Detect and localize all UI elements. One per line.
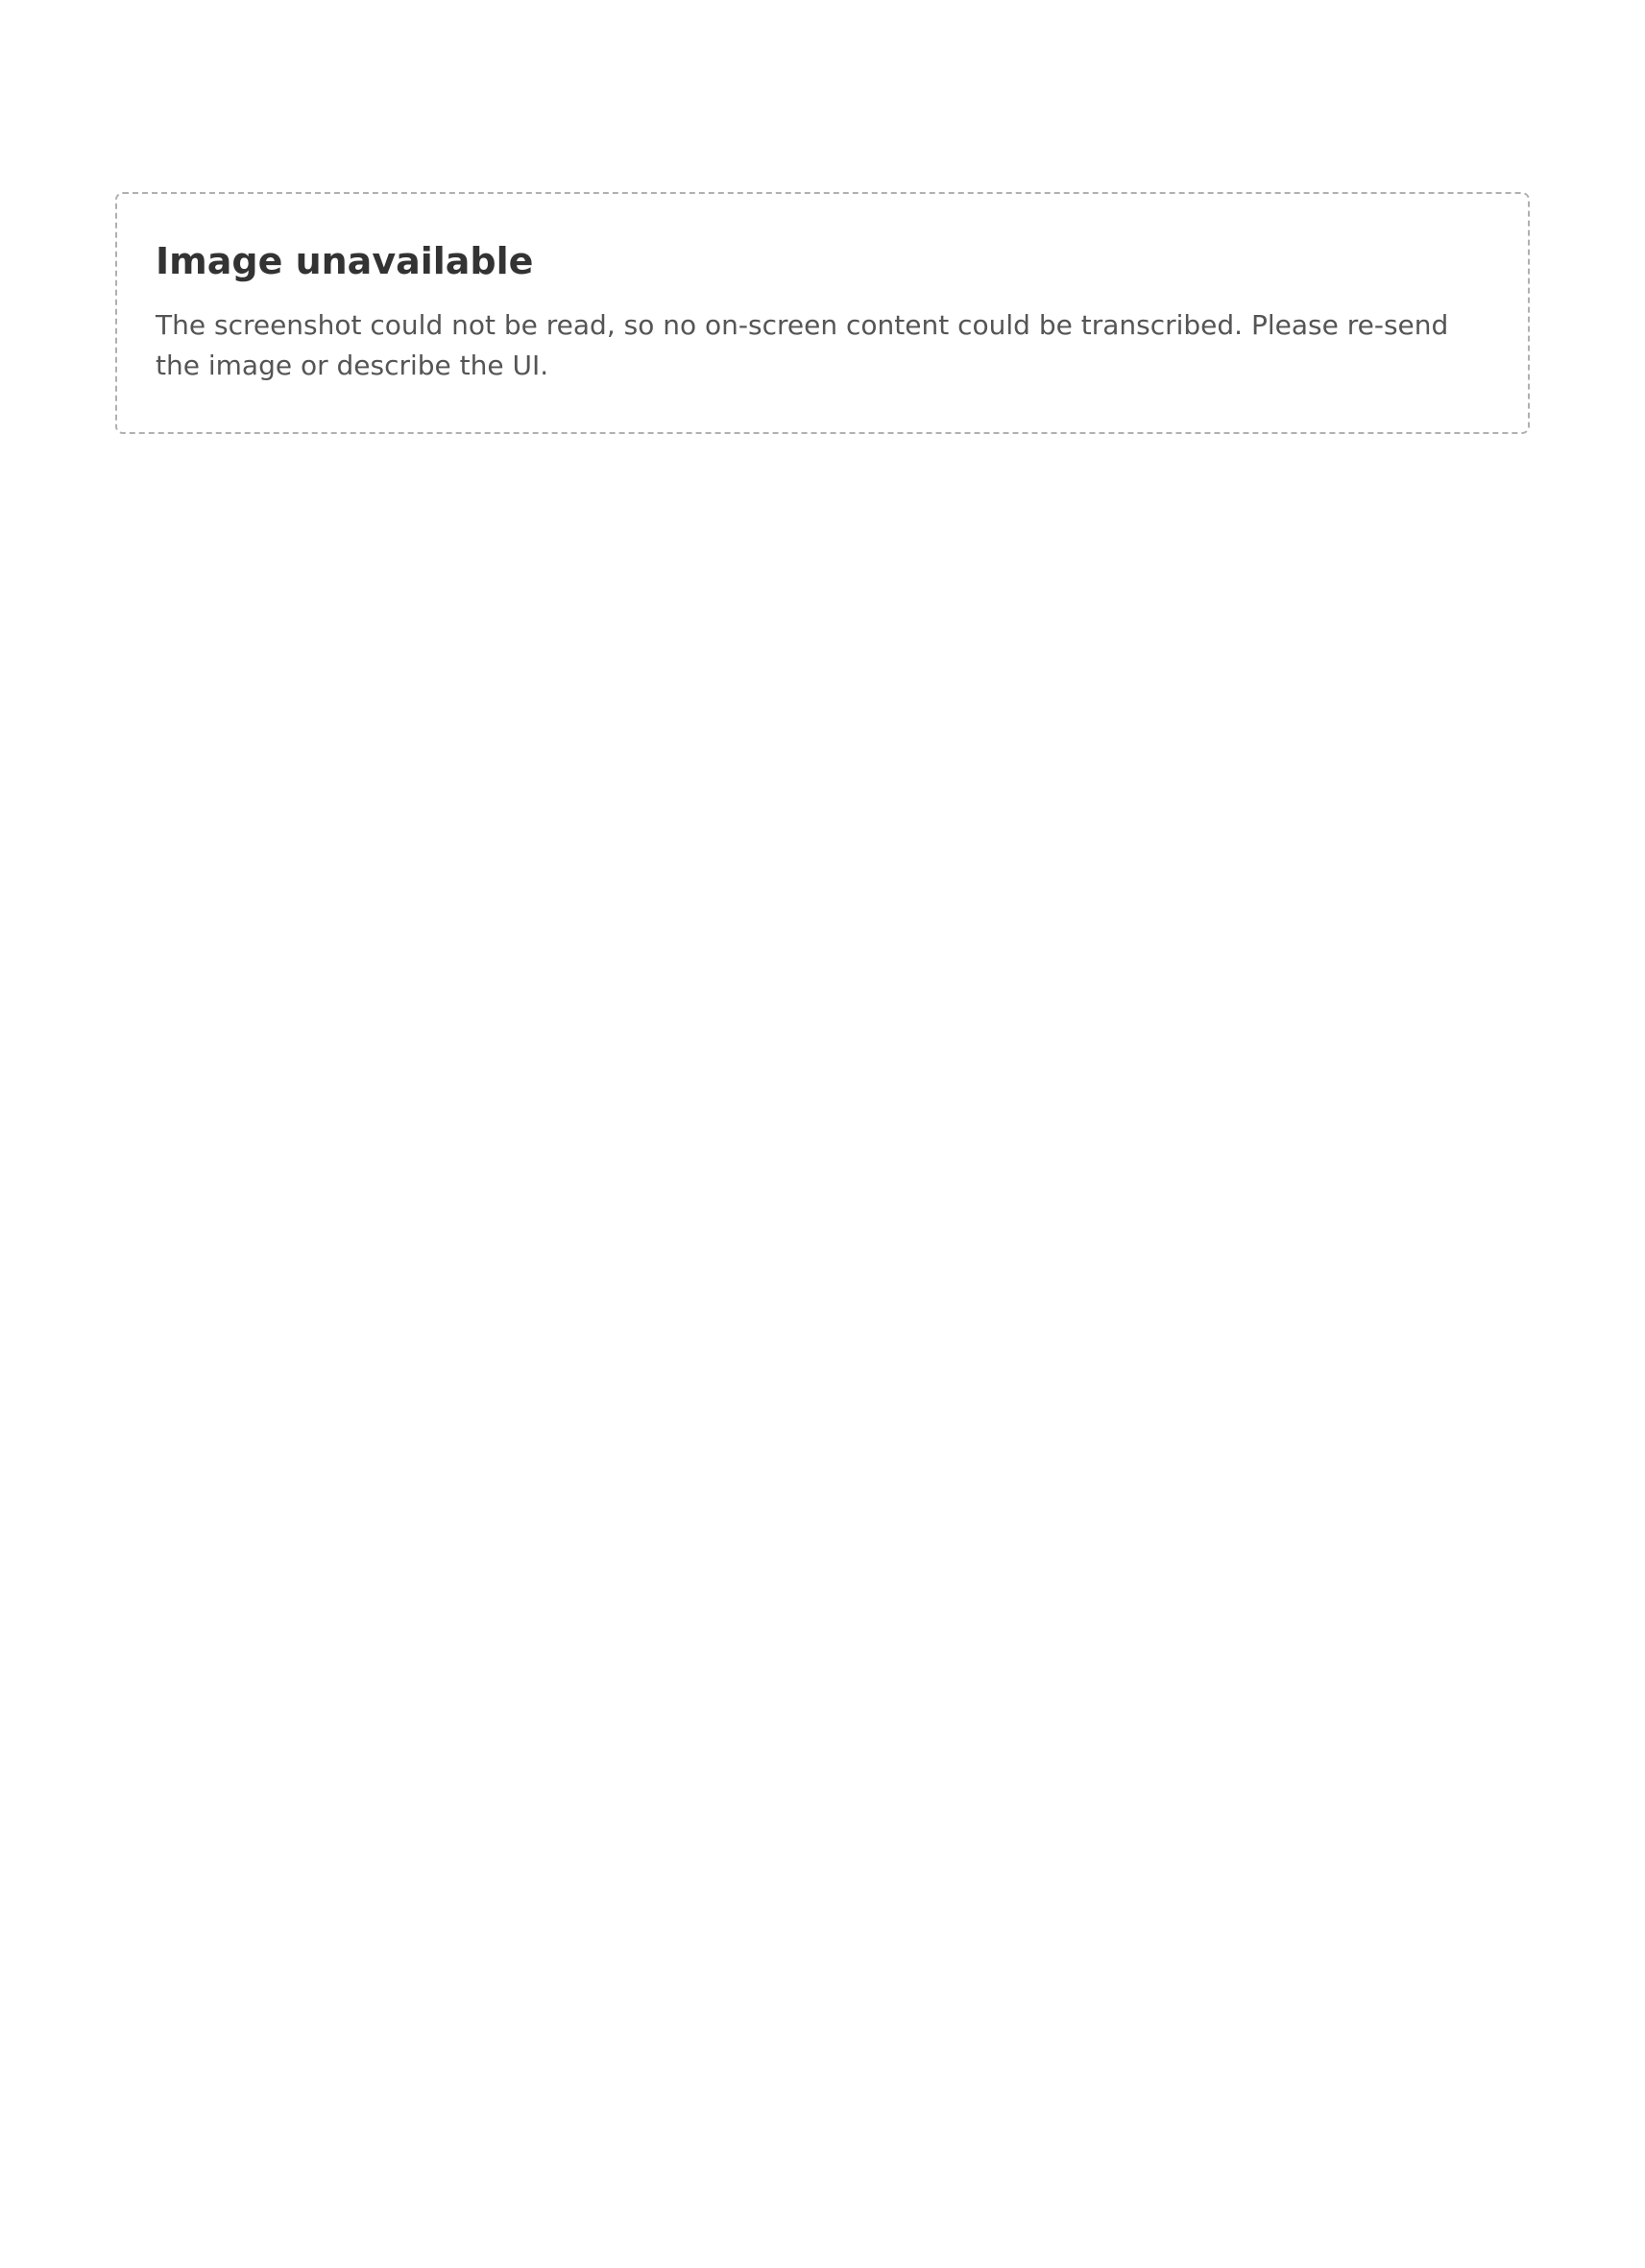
notice-title: Image unavailable: [156, 240, 534, 282]
notice-message: The screenshot could not be read, so no on-screen content could be transcribed. Please re-send the image or describe the UI.: [156, 309, 1449, 381]
unavailable-notice: [115, 192, 1530, 434]
